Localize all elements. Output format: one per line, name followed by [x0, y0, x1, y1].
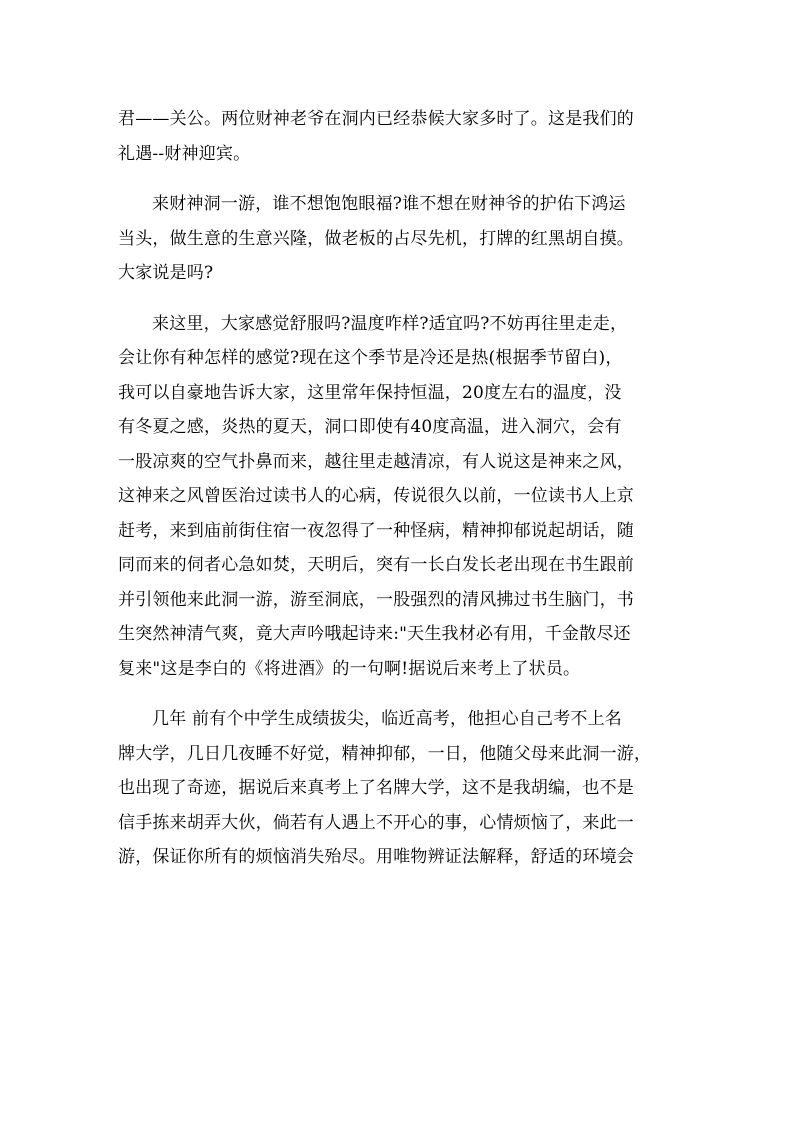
text-line: 会让你有种怎样的感觉?现在这个季节是冷还是热(根据季节留白)， [118, 348, 623, 368]
paragraph-gap [118, 291, 678, 307]
body-text [118, 102, 678, 875]
text-line: 并引领他来此洞一游，游至洞底，一股强烈的清风拂过书生脑门，书 [118, 589, 634, 610]
text-line: 赶考，来到庙前街住宿一夜忽得了一种怪病，精神抑郁说起胡话，随 [118, 520, 634, 541]
text-line: 游，保证你所有的烦恼消失殆尽。用唯物辨证法解释，舒适的环境会 [118, 847, 634, 867]
text-line: 有冬夏之感，炎热的夏天，洞口即使有40度高温，进入洞穴，会有 [118, 417, 622, 437]
text-line: 礼遇--财神迎宾。 [118, 143, 251, 164]
paragraph-1 [118, 102, 678, 171]
text-line: 信手拣来胡弄大伙，倘若有人遇上不开心的事，心情烦恼了，来此一 [118, 812, 634, 833]
text-line: 来这里，大家感觉舒服吗?温度咋样?适宜吗?不妨再往里走走， [152, 313, 628, 334]
text-line: 来财神洞一游，谁不想饱饱眼福?谁不想在财神爷的护佑下鸿运 [152, 194, 626, 214]
text-line: 一股凉爽的空气扑鼻而来，越往里走越清凉，有人说这是神来之风， [118, 451, 634, 472]
text-line: 牌大学，几日几夜睡不好觉，精神抑郁，一日，他随父母来此洞一游， [118, 743, 652, 764]
text-line: 生突然神清气爽，竟大声吟哦起诗来:"天生我材必有用，千金散尽还 [118, 624, 631, 644]
text-line: 我可以自豪地告诉大家，这里常年保持恒温，20度左右的温度，没 [118, 382, 622, 403]
text-line: 复来"这是李白的《将进酒》的一句啊!据说后来考上了状员。 [118, 658, 581, 679]
paragraph-gap [118, 171, 678, 187]
text-line: 也出现了奇迹，据说后来真考上了名牌大学，这不是我胡编，也不是 [118, 778, 634, 798]
text-line: 几年 前有个中学生成绩拔尖，临近高考，他担心自己考不上名 [152, 709, 623, 729]
paragraph-3 [118, 307, 678, 687]
text-line: 这神来之风曾医治过读书人的心病，传说很久以前，一位读书人上京 [118, 486, 634, 506]
paragraph-4 [118, 702, 678, 875]
text-line: 同而来的伺者心急如焚，天明后，突有一长白发长老出现在书生跟前 [118, 555, 634, 575]
paragraph-gap [118, 686, 678, 702]
text-line: 君——关公。两位财神老爷在洞内已经恭候大家多时了。这是我们的 [118, 109, 634, 129]
text-line: 当头，做生意的生意兴隆，做老板的占尽先机，打牌的红黑胡自摸。 [118, 228, 634, 249]
text-line: 大家说是吗? [118, 263, 214, 283]
paragraph-2 [118, 187, 678, 291]
